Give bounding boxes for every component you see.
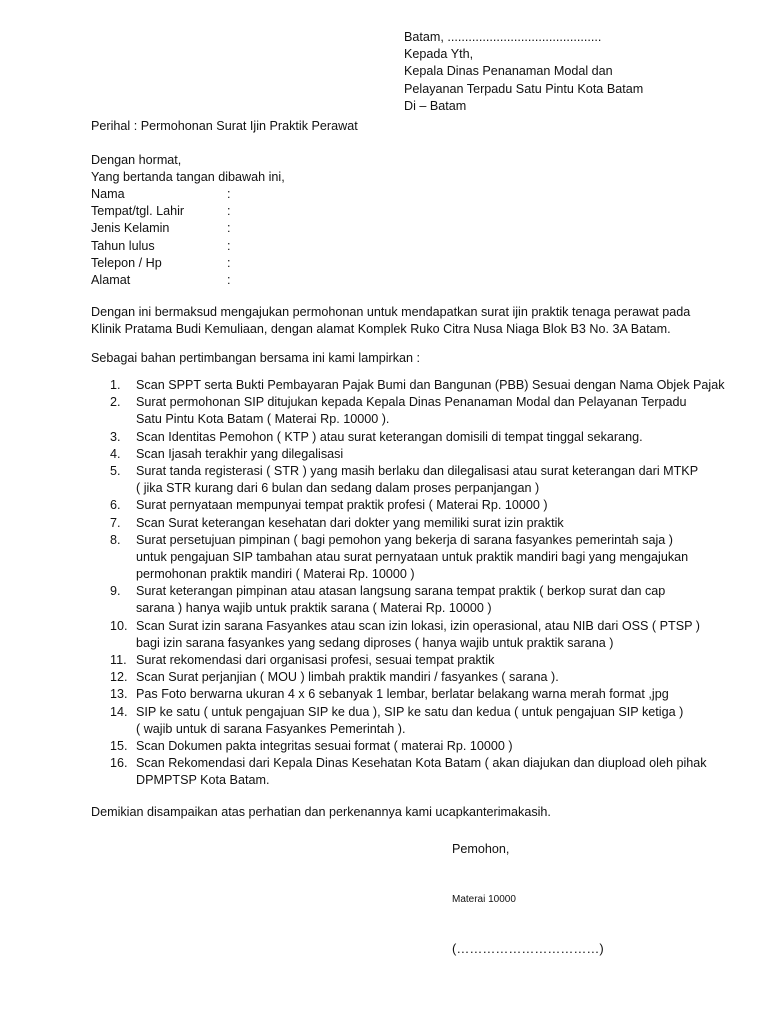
- field-telepon: [91, 255, 391, 272]
- attachment-item: [91, 497, 711, 514]
- signature-name-line: (……………………………): [452, 941, 604, 956]
- request-paragraph: [91, 304, 703, 338]
- item-number: 3.: [110, 429, 121, 444]
- item-text-line: Scan Surat perjanjian ( MOU ) limbah praktik mandiri / fasyankes ( sarana ).: [136, 670, 559, 685]
- item-text-line: SIP ke satu ( untuk pengajuan SIP ke dua ), SIP ke satu dan kedua ( untuk pengajuan SIP ketiga ): [136, 704, 684, 719]
- field-colon: :: [227, 272, 231, 287]
- field-colon: :: [227, 255, 231, 270]
- item-text-line: Scan Dokumen pakta integritas sesuai format ( materai Rp. 10000 ): [136, 738, 513, 753]
- item-text-line: ( wajib untuk di sarana Fasyankes Pemerintah ).: [136, 721, 406, 736]
- item-number: 8.: [110, 532, 121, 547]
- field-colon: :: [227, 204, 231, 219]
- field-tahun-lulus: [91, 238, 391, 255]
- field-colon: :: [227, 187, 231, 201]
- item-number: 6.: [110, 498, 121, 513]
- item-number: 10.: [110, 618, 128, 633]
- item-text-line: Surat persetujuan pimpinan ( bagi pemohon yang bekerja di sarana fasyankes pemerintah saja ): [136, 532, 673, 547]
- item-text-line: Surat tanda registerasi ( STR ) yang masih berlaku dan dilegalisasi atau surat keterangan dari MTKP: [136, 463, 699, 478]
- attachment-item: [91, 755, 711, 789]
- attachments-intro: Sebagai bahan pertimbangan bersama ini kami lampirkan :: [91, 351, 421, 365]
- item-number: 16.: [110, 756, 128, 771]
- item-number: 13.: [110, 687, 128, 702]
- subject-line: Perihal : Permohonan Surat Ijin Praktik Perawat: [91, 119, 358, 133]
- attachment-item: [91, 463, 711, 497]
- attachment-item: [91, 394, 711, 428]
- field-colon: :: [227, 238, 231, 253]
- item-text-line: Surat keterangan pimpinan atau atasan langsung sarana tempat praktik ( berkop surat dan cap: [136, 584, 666, 599]
- address-line: Di – Batam: [404, 98, 467, 113]
- item-number: 7.: [110, 515, 121, 530]
- address-line: Kepala Dinas Penanaman Modal dan: [404, 64, 613, 79]
- item-text-line: untuk pengajuan SIP tambahan atau surat pernyataan untuk praktik mandiri bagi yang mengajukan: [136, 549, 689, 564]
- item-number: 15.: [110, 738, 128, 753]
- item-text-line: permohonan praktik mandiri ( Materai Rp. 10000 ): [136, 567, 415, 582]
- attachment-item: [91, 446, 711, 463]
- attachment-item: [91, 738, 711, 755]
- item-number: 1.: [110, 378, 121, 392]
- stamp-placeholder: Materai 10000: [452, 894, 516, 905]
- field-colon: :: [227, 221, 231, 236]
- field-alamat: [91, 272, 391, 289]
- attachment-item: [91, 583, 711, 617]
- signature-title: Pemohon,: [452, 842, 510, 856]
- item-number: 4.: [110, 446, 121, 461]
- applicant-fields: [91, 186, 391, 289]
- item-text-line: Scan Identitas Pemohon ( KTP ) atau surat keterangan domisili di tempat tinggal sekarang.: [136, 429, 643, 444]
- address-line: Batam, ............................................: [404, 30, 602, 44]
- paragraph-line: Klinik Pratama Budi Kemuliaan, dengan alamat Komplek Ruko Citra Nusa Niaga Blok B3 No. 3A Batam.: [91, 322, 671, 337]
- address-line: Kepada Yth,: [404, 47, 474, 62]
- item-text-line: ( jika STR kurang dari 6 bulan dan sedang dalam proses perpanjangan ): [136, 481, 540, 496]
- attachment-item: [91, 704, 711, 738]
- attachment-item: [91, 686, 711, 703]
- item-text-line: Scan Surat izin sarana Fasyankes atau scan izin lokasi, izin operasional, atau NIB dari OSS ( PTSP ): [136, 618, 700, 633]
- item-number: 11.: [110, 653, 127, 667]
- item-text-line: Scan Surat keterangan kesehatan dari dokter yang memiliki surat izin praktik: [136, 515, 564, 530]
- field-label: Telepon / Hp: [91, 255, 162, 270]
- closing-statement: Demikian disampaikan atas perhatian dan perkenannya kami ucapkanterimakasih.: [91, 805, 551, 819]
- address-line: Pelayanan Terpadu Satu Pintu Kota Batam: [404, 81, 644, 96]
- paragraph-line: Dengan ini bermaksud mengajukan permohonan untuk mendapatkan surat ijin praktik tenaga perawat pada: [91, 305, 691, 319]
- attachment-item: [91, 652, 711, 669]
- attachment-item: [91, 515, 711, 532]
- attachment-item: [91, 618, 711, 652]
- item-number: 5.: [110, 463, 121, 478]
- attachment-item: [91, 669, 711, 686]
- item-number: 2.: [110, 395, 121, 410]
- field-tempat-lahir: [91, 203, 391, 220]
- attachments-list: [91, 377, 725, 790]
- item-text-line: Scan SPPT serta Bukti Pembayaran Pajak Bumi dan Bangunan (PBB) Sesuai dengan Nama Objek Pajak: [136, 378, 725, 392]
- item-number: 9.: [110, 584, 121, 599]
- greeting-line: Yang bertanda tangan dibawah ini,: [91, 170, 285, 185]
- item-number: 12.: [110, 670, 128, 685]
- item-text-line: Surat rekomendasi dari organisasi profesi, sesuai tempat praktik: [136, 653, 495, 667]
- item-text-line: Surat pernyataan mempunyai tempat praktik profesi ( Materai Rp. 10000 ): [136, 498, 548, 513]
- attachment-item: [91, 429, 711, 446]
- greeting: [91, 152, 285, 186]
- field-label: Tahun lulus: [91, 238, 155, 253]
- item-text-line: Scan Rekomendasi dari Kepala Dinas Kesehatan Kota Batam ( akan diajukan dan diupload oleh pihak: [136, 756, 707, 771]
- item-text-line: Scan Ijasah terakhir yang dilegalisasi: [136, 446, 344, 461]
- recipient-address: [404, 29, 643, 115]
- item-text-line: bagi izin sarana fasyankes yang sedang diproses ( hanya wajib untuk praktik sarana ): [136, 635, 614, 650]
- item-number: 14.: [110, 704, 128, 719]
- attachment-item: [91, 377, 725, 394]
- field-label: Tempat/tgl. Lahir: [91, 204, 185, 219]
- attachment-item: [91, 532, 711, 584]
- greeting-line: Dengan hormat,: [91, 153, 182, 167]
- field-label: Alamat: [91, 272, 131, 287]
- item-text-line: DPMPTSP Kota Batam.: [136, 773, 270, 788]
- field-label: Jenis Kelamin: [91, 221, 170, 236]
- item-text-line: Satu Pintu Kota Batam ( Materai Rp. 10000 ).: [136, 412, 390, 427]
- item-text-line: Surat permohonan SIP ditujukan kepada Kepala Dinas Penanaman Modal dan Pelayanan Terpadu: [136, 395, 687, 410]
- item-text-line: Pas Foto berwarna ukuran 4 x 6 sebanyak 1 lembar, berlatar belakang warna merah format ,jpg: [136, 687, 669, 702]
- item-text-line: sarana ) hanya wajib untuk praktik sarana ( Materai Rp. 10000 ): [136, 601, 492, 616]
- field-label: Nama: [91, 187, 125, 201]
- field-jenis-kelamin: [91, 220, 391, 237]
- field-nama: [91, 186, 391, 203]
